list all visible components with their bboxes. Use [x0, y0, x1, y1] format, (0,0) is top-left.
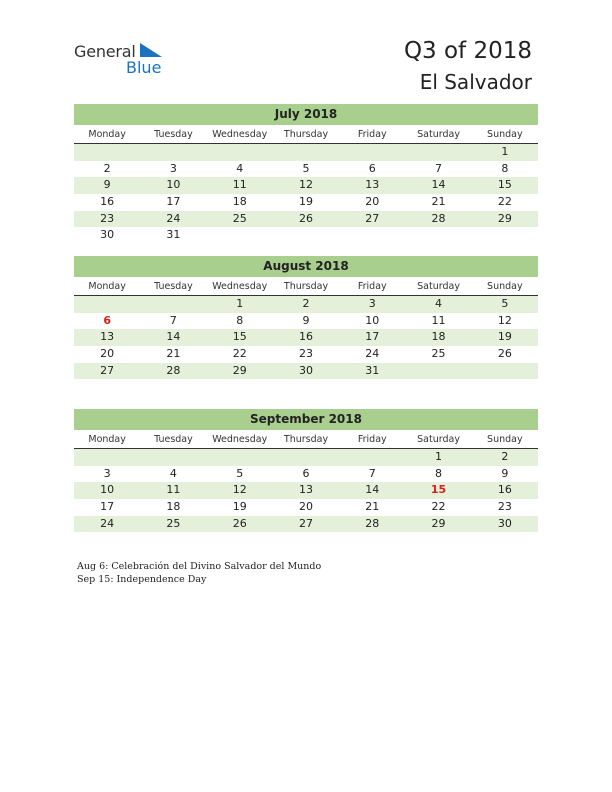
day-cell [140, 296, 206, 313]
day-cell: 2 [103, 161, 111, 175]
day-cell: 5 [302, 161, 310, 175]
day-cell: 9 [501, 466, 509, 480]
day-cell: 21 [431, 195, 446, 209]
day-cell: 9 [302, 313, 310, 327]
day-cell [472, 227, 538, 244]
weekday-label: Thursday [283, 434, 329, 445]
week-row [74, 466, 538, 483]
weekday-label: Tuesday [154, 281, 193, 292]
day-cell: 22 [232, 347, 247, 361]
day-cell: 7 [368, 466, 376, 480]
day-cell: 23 [497, 500, 512, 514]
day-cell: 13 [298, 483, 313, 497]
day-cell: 10 [365, 313, 380, 327]
day-cell: 7 [435, 161, 443, 175]
day-cell: 31 [365, 363, 380, 377]
day-cell: 12 [298, 178, 313, 192]
month-header: August 2018 [74, 256, 538, 277]
weekday-label: Tuesday [154, 129, 193, 140]
day-cell: 1 [435, 450, 443, 463]
day-cell: 5 [236, 466, 244, 480]
weekday-label: Sunday [487, 434, 523, 445]
week-row [74, 346, 538, 363]
month-september [74, 409, 538, 532]
weekday-label: Wednesday [212, 281, 268, 292]
day-cell: 19 [497, 330, 512, 344]
day-cell: 12 [497, 313, 512, 327]
day-cell [273, 449, 339, 466]
day-cell: 15 [232, 330, 247, 344]
day-cell: 17 [365, 330, 380, 344]
day-cell: 21 [365, 500, 380, 514]
weekday-label: Wednesday [212, 434, 268, 445]
day-cell [273, 227, 339, 244]
day-cell: 23 [298, 347, 313, 361]
week-row [74, 313, 538, 330]
day-cell: 24 [166, 211, 181, 225]
day-cell: 26 [298, 211, 313, 225]
weekday-label: Tuesday [154, 434, 193, 445]
logo-general-text: General [74, 42, 136, 61]
weekday-header-row [74, 278, 538, 296]
day-cell: 29 [431, 516, 446, 530]
day-cell: 20 [100, 347, 115, 361]
week-row [74, 449, 538, 466]
week-row [74, 499, 538, 516]
day-cell: 4 [169, 466, 177, 480]
day-cell [140, 144, 206, 161]
weekday-label: Friday [357, 129, 387, 140]
holiday-note: Aug 6: Celebración del Divino Salvador del Mundo [77, 561, 322, 572]
day-cell: 24 [100, 516, 115, 530]
day-cell: 3 [103, 466, 111, 480]
weekday-label: Friday [357, 434, 387, 445]
day-cell: 3 [368, 297, 376, 310]
day-cell: 20 [298, 500, 313, 514]
weekday-label: Monday [88, 434, 126, 445]
week-row [74, 161, 538, 178]
day-cell: 22 [497, 195, 512, 209]
day-cell: 19 [298, 195, 313, 209]
week-row [74, 482, 538, 499]
day-cell: 30 [100, 228, 115, 242]
day-cell: 26 [497, 347, 512, 361]
day-cell [405, 227, 471, 244]
weekday-label: Sunday [487, 129, 523, 140]
week-row [74, 227, 538, 244]
day-cell: 18 [431, 330, 446, 344]
day-cell [207, 227, 273, 244]
week-row [74, 329, 538, 346]
page-title: Q3 of 2018 [403, 38, 532, 64]
weekday-label: Thursday [283, 281, 329, 292]
day-cell [405, 363, 471, 380]
week-row [74, 516, 538, 533]
week-row [74, 144, 538, 161]
day-cell: 23 [100, 211, 115, 225]
week-row [74, 363, 538, 380]
day-cell: 11 [232, 178, 247, 192]
day-cell: 18 [166, 500, 181, 514]
day-cell: 30 [497, 516, 512, 530]
weeks [74, 144, 538, 244]
week-row [74, 211, 538, 228]
day-cell: 4 [236, 161, 244, 175]
logo-triangle-icon [140, 43, 162, 59]
day-cell [339, 144, 405, 161]
day-cell [472, 363, 538, 380]
day-cell: 29 [497, 211, 512, 225]
day-cell [339, 449, 405, 466]
day-cell: 11 [431, 313, 446, 327]
day-cell: 3 [169, 161, 177, 175]
day-cell: 19 [232, 500, 247, 514]
day-cell: 2 [302, 297, 310, 310]
day-cell: 8 [236, 313, 244, 327]
day-cell: 18 [232, 195, 247, 209]
month-header: July 2018 [74, 104, 538, 125]
day-cell: 10 [166, 178, 181, 192]
day-cell: 15 [430, 483, 447, 497]
weeks [74, 296, 538, 379]
holiday-notes [77, 560, 321, 586]
weekday-label: Saturday [417, 129, 460, 140]
day-cell: 1 [501, 145, 509, 158]
week-row [74, 177, 538, 194]
day-cell: 6 [302, 466, 310, 480]
week-row [74, 296, 538, 313]
weekday-label: Saturday [417, 434, 460, 445]
month-header: September 2018 [74, 409, 538, 430]
day-cell: 21 [166, 347, 181, 361]
logo-blue-text: Blue [126, 58, 162, 77]
day-cell: 8 [435, 466, 443, 480]
day-cell: 9 [103, 178, 111, 192]
day-cell: 20 [365, 195, 380, 209]
day-cell: 6 [103, 313, 111, 327]
day-cell: 17 [166, 195, 181, 209]
day-cell: 16 [497, 483, 512, 497]
logo [74, 42, 174, 78]
day-cell: 17 [100, 500, 115, 514]
week-row [74, 194, 538, 211]
day-cell: 13 [365, 178, 380, 192]
day-cell: 6 [368, 161, 376, 175]
weekday-label: Monday [88, 129, 126, 140]
holiday-note: Sep 15: Independence Day [77, 574, 207, 585]
day-cell: 15 [497, 178, 512, 192]
country-name: El Salvador [419, 70, 532, 94]
weekday-header-row [74, 126, 538, 144]
weekday-label: Thursday [283, 129, 329, 140]
day-cell: 25 [431, 347, 446, 361]
weekday-label: Sunday [487, 281, 523, 292]
day-cell: 7 [169, 313, 177, 327]
month-august [74, 256, 538, 379]
day-cell [339, 227, 405, 244]
day-cell: 30 [298, 363, 313, 377]
day-cell: 29 [232, 363, 247, 377]
day-cell [207, 144, 273, 161]
weekday-label: Monday [88, 281, 126, 292]
day-cell [207, 449, 273, 466]
day-cell: 28 [365, 516, 380, 530]
day-cell: 1 [236, 297, 244, 310]
day-cell: 25 [232, 211, 247, 225]
day-cell [74, 449, 140, 466]
day-cell: 27 [365, 211, 380, 225]
day-cell: 14 [166, 330, 181, 344]
day-cell: 4 [435, 297, 443, 310]
day-cell: 27 [100, 363, 115, 377]
day-cell: 8 [501, 161, 509, 175]
day-cell [140, 449, 206, 466]
day-cell [405, 144, 471, 161]
day-cell [74, 144, 140, 161]
day-cell: 28 [166, 363, 181, 377]
weeks [74, 449, 538, 532]
weekday-label: Friday [357, 281, 387, 292]
day-cell: 2 [501, 450, 509, 463]
day-cell: 11 [166, 483, 181, 497]
day-cell: 12 [232, 483, 247, 497]
day-cell [74, 296, 140, 313]
day-cell: 16 [100, 195, 115, 209]
day-cell: 13 [100, 330, 115, 344]
day-cell: 22 [431, 500, 446, 514]
weekday-header-row [74, 431, 538, 449]
weekday-label: Saturday [417, 281, 460, 292]
day-cell: 25 [166, 516, 181, 530]
day-cell: 10 [100, 483, 115, 497]
day-cell: 5 [501, 297, 509, 310]
day-cell: 28 [431, 211, 446, 225]
day-cell [273, 144, 339, 161]
month-july [74, 104, 538, 244]
day-cell: 14 [365, 483, 380, 497]
day-cell: 26 [232, 516, 247, 530]
day-cell: 14 [431, 178, 446, 192]
day-cell: 27 [298, 516, 313, 530]
weekday-label: Wednesday [212, 129, 268, 140]
day-cell: 31 [166, 228, 181, 242]
day-cell: 16 [298, 330, 313, 344]
day-cell: 24 [365, 347, 380, 361]
